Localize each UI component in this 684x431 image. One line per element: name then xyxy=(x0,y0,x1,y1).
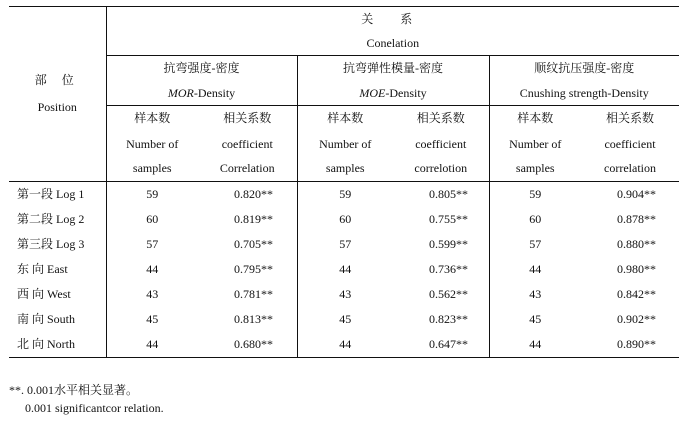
cell-correlation: 0.880** xyxy=(617,237,656,251)
cell-correlation: 0.680** xyxy=(198,332,297,358)
cell-samples: 43 xyxy=(339,287,352,301)
pair-header-en-rest: -Density xyxy=(193,85,236,100)
sub-header-en2: correlotion xyxy=(414,161,468,175)
cell-correlation: 0.902** xyxy=(617,312,656,326)
cell-samples: 44 xyxy=(146,262,159,276)
relation-header-en: Conelation xyxy=(106,31,679,56)
pair-header-en-rest: Cnushing strength-Density xyxy=(519,85,649,100)
cell-samples: 43 xyxy=(146,287,159,301)
sub-header-en2: samples xyxy=(325,161,365,175)
cell-samples: 57 xyxy=(529,237,542,251)
header-row-sub-en xyxy=(9,131,679,182)
pair-header-cn: 抗弯强度-密度 xyxy=(106,56,297,82)
cell-correlation: 0.842** xyxy=(617,287,656,301)
cell-samples: 43 xyxy=(529,287,542,301)
table-notes xyxy=(9,381,164,417)
row-position: 西 向 West xyxy=(9,282,106,307)
cell-samples: 45 xyxy=(529,312,542,326)
sub-header-cn: 样本数 xyxy=(134,111,171,125)
cell-samples: 59 xyxy=(339,187,352,201)
sub-header-en1: Number of xyxy=(319,137,372,151)
cell-correlation: 0.647** xyxy=(393,332,489,358)
sub-header-en1: Number of xyxy=(126,137,179,151)
pair-header-en-rest: -Density xyxy=(385,85,427,100)
note-significance-en: 0.001 significantcor relation. xyxy=(25,401,164,415)
sub-header-en xyxy=(198,131,297,182)
cell-samples: 44 xyxy=(339,337,352,351)
pair-header-cn: 抗弯弹性模量-密度 xyxy=(297,56,489,82)
cell-samples: 57 xyxy=(146,237,159,251)
pair-header-en xyxy=(489,81,679,106)
sub-header-en2: samples xyxy=(132,161,172,175)
sub-header-cn: 相关系数 xyxy=(606,111,655,125)
sub-header-en2: samples xyxy=(515,161,555,175)
position-header-en: Position xyxy=(37,100,77,114)
sub-header-en2: Correlation xyxy=(219,161,275,175)
position-header xyxy=(9,7,106,182)
row-position: 东 向 East xyxy=(9,257,106,282)
cell-correlation: 0.805** xyxy=(393,182,489,208)
cell-correlation: 0.795** xyxy=(198,257,297,282)
table-row xyxy=(9,332,679,358)
sub-header-en xyxy=(393,131,489,182)
table-row xyxy=(9,207,679,232)
cell-correlation: 0.736** xyxy=(393,257,489,282)
sub-header-en xyxy=(297,131,393,182)
cell-samples: 57 xyxy=(339,237,352,251)
sub-header-cn: 样本数 xyxy=(517,111,554,125)
cell-correlation: 0.599** xyxy=(393,232,489,257)
row-position: 第二段 Log 2 xyxy=(9,207,106,232)
pair-header-en xyxy=(297,81,489,106)
sub-header-en1: coefficient xyxy=(604,137,656,151)
row-position: 北 向 North xyxy=(9,332,106,358)
sub-header-en2: correlation xyxy=(604,161,657,175)
cell-samples: 45 xyxy=(339,312,352,326)
cell-samples: 44 xyxy=(529,337,542,351)
cell-samples: 59 xyxy=(529,187,542,201)
table-row xyxy=(9,282,679,307)
header-row-pairs-en xyxy=(9,81,679,106)
sub-header-cn: 样本数 xyxy=(327,111,364,125)
pair-header-en-italic: MOR xyxy=(167,85,194,100)
row-position: 第三段 Log 3 xyxy=(9,232,106,257)
cell-correlation: 0.823** xyxy=(393,307,489,332)
row-position: 第一段 Log 1 xyxy=(9,182,106,208)
sub-header-en1: Number of xyxy=(509,137,562,151)
cell-samples: 44 xyxy=(339,262,352,276)
header-row-relation-en xyxy=(9,31,679,56)
sub-header-en xyxy=(106,131,198,182)
table-row xyxy=(9,232,679,257)
pair-header-cn: 顺纹抗压强度-密度 xyxy=(534,61,635,75)
pair-header-en-italic: MOE xyxy=(359,85,386,100)
sub-header-en xyxy=(581,131,679,182)
sub-header-cn: 相关系数 xyxy=(393,106,489,132)
cell-samples: 60 xyxy=(529,212,542,226)
correlation-table xyxy=(9,6,679,358)
cell-correlation: 0.820** xyxy=(198,182,297,208)
sub-header-en1: coefficient xyxy=(221,137,273,151)
relation-header-cn: 关 系 xyxy=(361,11,425,26)
cell-correlation: 0.781** xyxy=(198,282,297,307)
cell-samples: 44 xyxy=(529,262,542,276)
cell-samples: 60 xyxy=(339,212,352,226)
cell-correlation: 0.819** xyxy=(198,207,297,232)
sub-header-cn: 相关系数 xyxy=(198,106,297,132)
cell-correlation: 0.890** xyxy=(617,337,656,351)
cell-correlation: 0.980** xyxy=(617,262,656,276)
cell-correlation: 0.562** xyxy=(393,282,489,307)
cell-correlation: 0.755** xyxy=(393,207,489,232)
cell-samples: 44 xyxy=(146,337,159,351)
header-row-pairs-cn xyxy=(9,56,679,82)
cell-samples: 60 xyxy=(146,212,159,226)
sub-header-en1: coefficient xyxy=(415,137,467,151)
cell-correlation: 0.705** xyxy=(198,232,297,257)
cell-correlation: 0.813** xyxy=(198,307,297,332)
cell-correlation: 0.904** xyxy=(617,187,656,201)
position-header-cn: 部 位 xyxy=(34,73,80,87)
note-significance-cn: **. 0.001水平相关显著。 xyxy=(9,383,139,397)
header-row-relation xyxy=(9,7,679,32)
table-row xyxy=(9,257,679,282)
cell-samples: 45 xyxy=(146,312,159,326)
row-position: 南 向 South xyxy=(9,307,106,332)
cell-correlation: 0.878** xyxy=(617,212,656,226)
sub-header-en xyxy=(489,131,581,182)
cell-samples: 59 xyxy=(146,187,159,201)
table-row xyxy=(9,307,679,332)
pair-header-en xyxy=(106,81,297,106)
header-row-sub-cn xyxy=(9,106,679,132)
table-row xyxy=(9,182,679,208)
